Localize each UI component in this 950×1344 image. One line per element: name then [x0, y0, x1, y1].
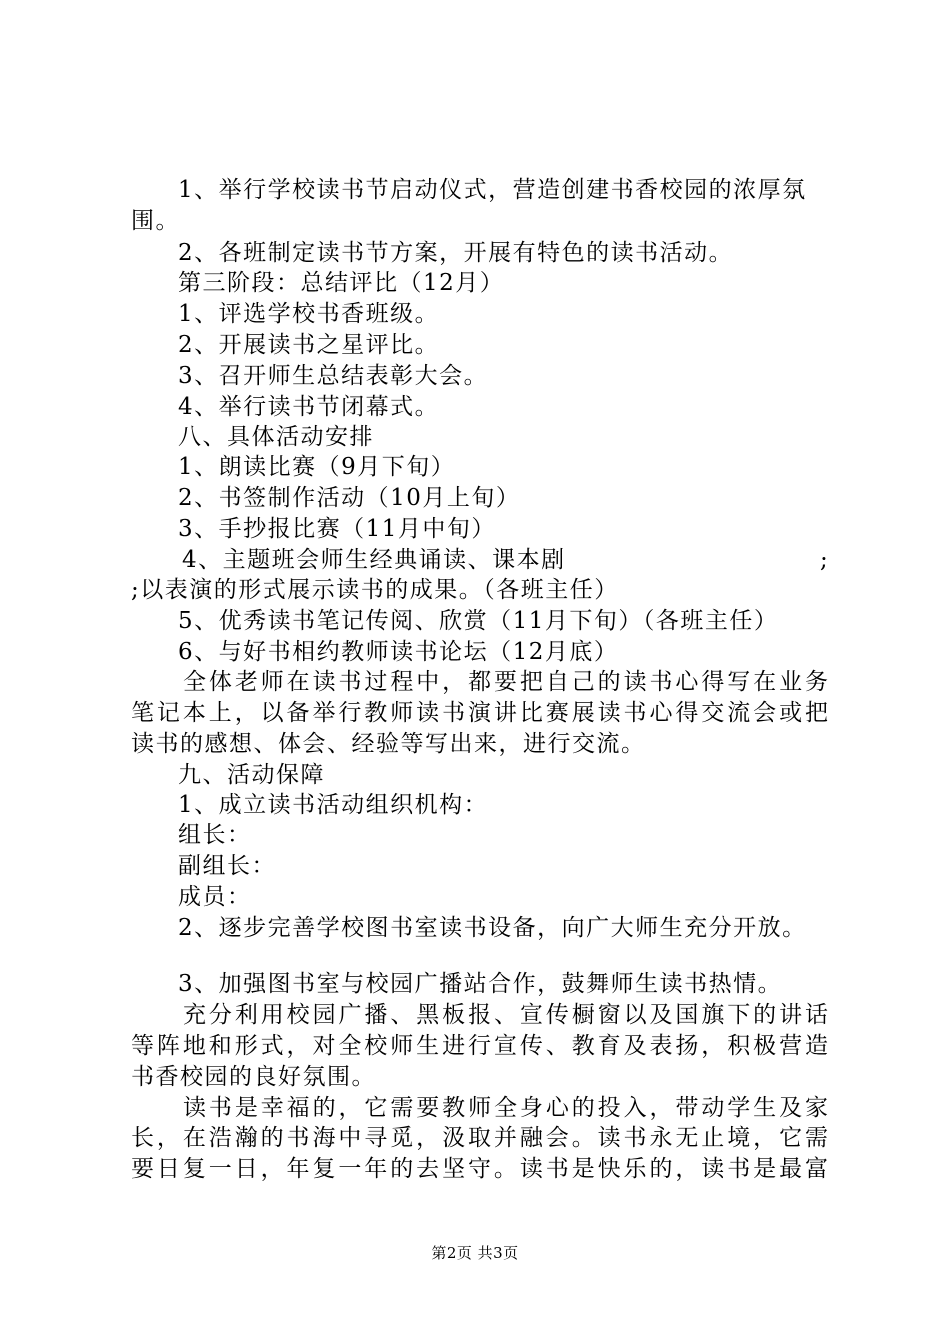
paragraph-line: 长，在浩瀚的书海中寻觅，汲取并融会。读书永无止境，它需: [131, 1125, 828, 1151]
text-line: 围。: [131, 208, 180, 234]
text-line: 5、优秀读书笔记传阅、欣赏（11月下旬）（各班主任）: [178, 608, 779, 634]
paragraph-line: 读书是幸福的，它需要教师全身心的投入，带动学生及家: [183, 1095, 828, 1121]
paragraph-line: 读书的感想、体会、经验等写出来，进行交流。: [131, 731, 646, 757]
text-line: ;以表演的形式展示读书的成果。（各班主任）: [131, 577, 619, 603]
text-line: 1、举行学校读书节启动仪式，营造创建书香校园的浓厚氛: [178, 177, 807, 203]
text-line: 3、手抄报比赛（11月中旬）: [178, 516, 496, 542]
paragraph-line: 笔记本上，以备举行教师读书演讲比赛展读书心得交流会或把: [131, 700, 828, 726]
text-line: 4、主题班会师生经典诵读、课本剧: [182, 547, 566, 573]
text-line: 3、加强图书室与校园广播站合作，鼓舞师生读书热情。: [178, 971, 783, 997]
paragraph-line: 等阵地和形式，对全校师生进行宣传、教育及表扬，积极营造: [131, 1033, 828, 1059]
section-heading: 第三阶段：总结评比（12月）: [178, 270, 505, 296]
text-line: 2、书签制作活动（10月上旬）: [178, 485, 521, 511]
text-line: 1、成立读书活动组织机构：: [178, 792, 489, 818]
semicolon-mark: ;: [820, 547, 828, 573]
page-footer: 第2页 共3页: [431, 1244, 519, 1262]
section-heading: 八、具体活动安排: [178, 424, 374, 450]
text-line: 6、与好书相约教师读书论坛（12月底）: [178, 639, 619, 665]
paragraph-line: 全体老师在读书过程中，都要把自己的读书心得写在业务: [183, 669, 828, 695]
text-line: 2、逐步完善学校图书室读书设备，向广大师生充分开放。: [178, 915, 807, 941]
text-line: 1、评选学校书香班级。: [178, 301, 440, 327]
text-line: 2、各班制定读书节方案，开展有特色的读书活动。: [178, 240, 734, 266]
paragraph-line: 充分利用校园广播、黑板报、宣传橱窗以及国旗下的讲话: [183, 1002, 828, 1028]
text-line: 副组长：: [178, 853, 276, 879]
text-line: 2、开展读书之星评比。: [178, 332, 440, 358]
text-line: 成员：: [178, 884, 252, 910]
paragraph-line: 书香校园的良好氛围。: [131, 1064, 376, 1090]
text-line: 3、召开师生总结表彰大会。: [178, 363, 489, 389]
section-heading: 九、活动保障: [178, 762, 325, 788]
text-line: 4、举行读书节闭幕式。: [178, 394, 440, 420]
text-line: 1、朗读比赛（9月下旬）: [178, 454, 456, 480]
text-line: 组长：: [178, 822, 252, 848]
paragraph-line: 要日复一日，年复一年的去坚守。读书是快乐的，读书是最富: [131, 1156, 828, 1182]
